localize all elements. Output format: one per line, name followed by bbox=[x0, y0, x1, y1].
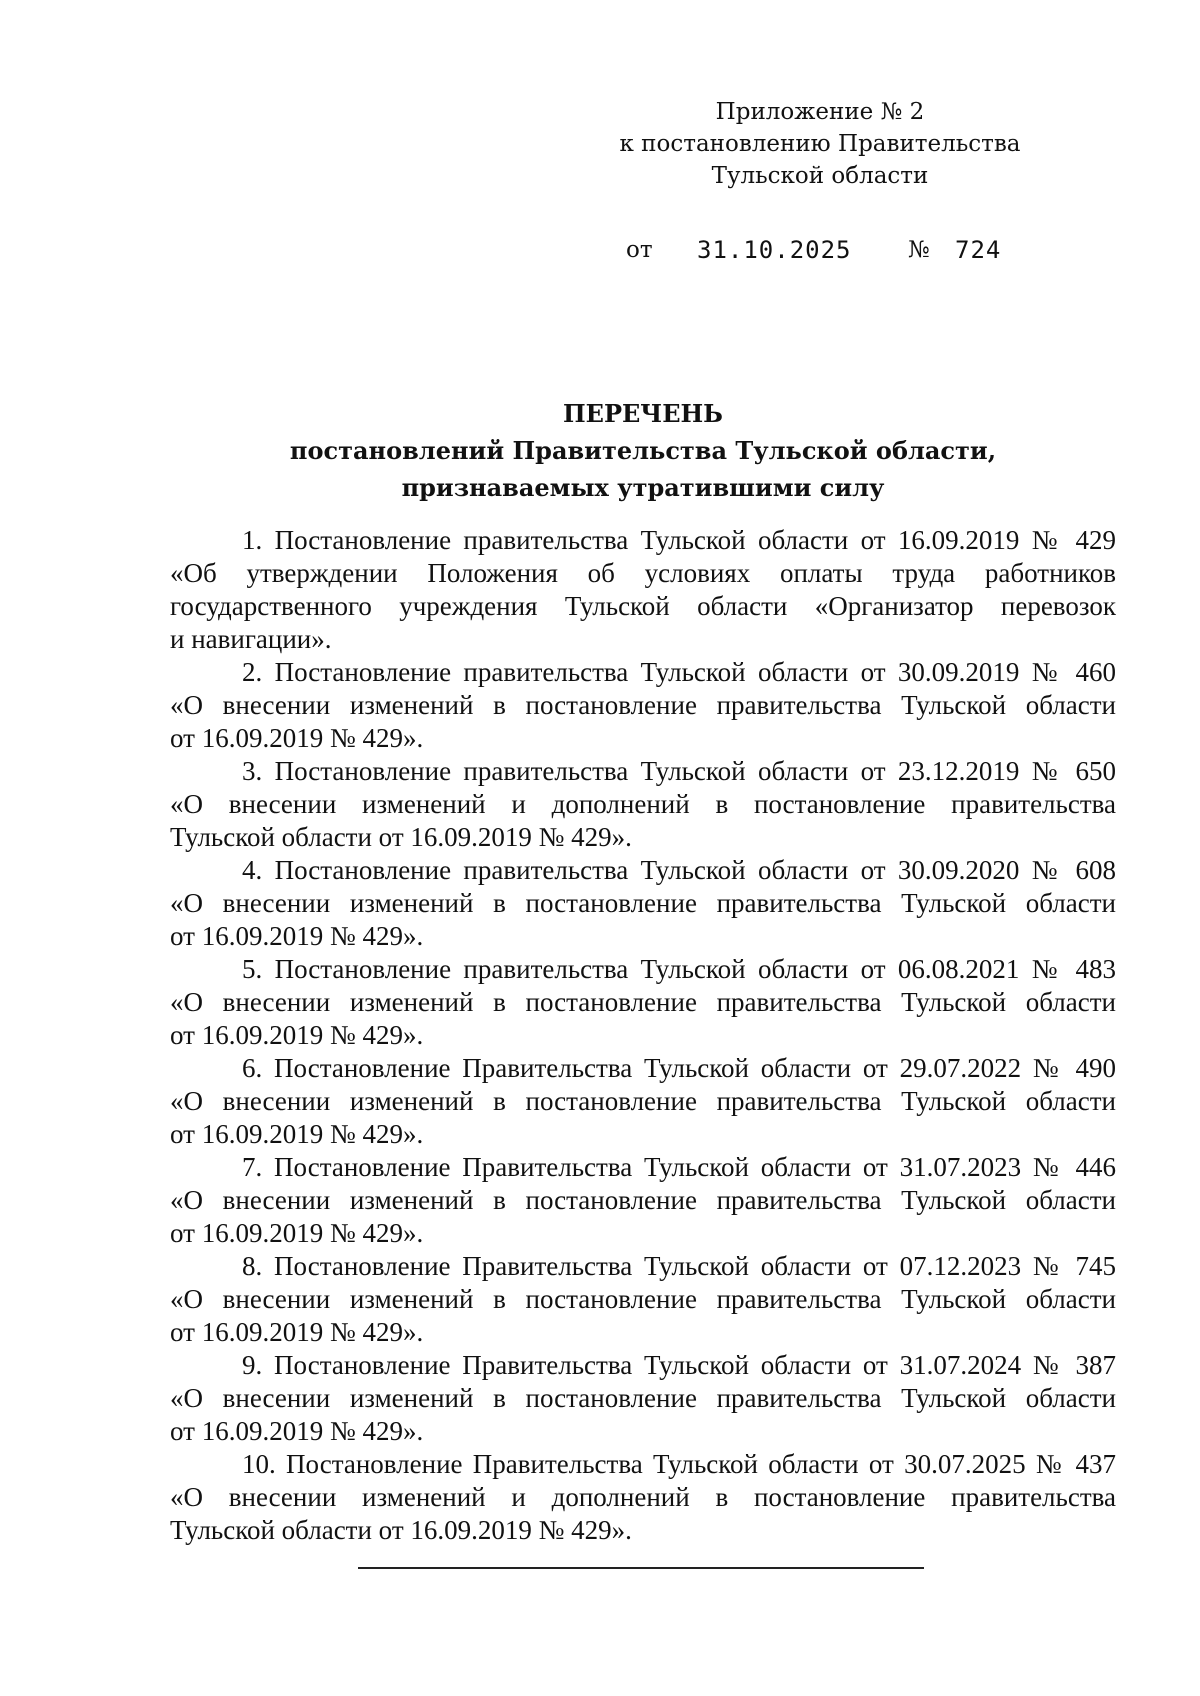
list-item-3-line-2: «О внесении изменений и дополнений в постановление правительства bbox=[170, 789, 1116, 819]
list-item-5-line-1: 5. Постановление правительства Тульской области от 06.08.2021 № 483 bbox=[242, 954, 1116, 984]
list-item-2-line-3: от 16.09.2019 № 429». bbox=[170, 723, 424, 753]
list-item-6-line-2: «О внесении изменений в постановление правительства Тульской области bbox=[170, 1086, 1116, 1116]
resolution-number-sign: № bbox=[908, 237, 930, 263]
resolution-date-prefix: от bbox=[626, 237, 653, 263]
list-item-1-line-4: и навигации». bbox=[170, 624, 332, 654]
list-item-7-line-2: «О внесении изменений в постановление правительства Тульской области bbox=[170, 1185, 1116, 1215]
list-item-9-line-1: 9. Постановление Правительства Тульской области от 31.07.2024 № 387 bbox=[242, 1350, 1116, 1380]
appendix-region: Тульской области bbox=[711, 163, 929, 189]
list-item-4 bbox=[170, 854, 1116, 953]
list-item-3-line-1: 3. Постановление правительства Тульской области от 23.12.2019 № 650 bbox=[242, 756, 1116, 786]
list-item-1-line-2: «Об утверждении Положения об условиях оплаты труда работников bbox=[170, 558, 1116, 588]
list-item-10-line-2: «О внесении изменений и дополнений в постановление правительства bbox=[170, 1482, 1116, 1512]
list-item-6-line-1: 6. Постановление Правительства Тульской области от 29.07.2022 № 490 bbox=[242, 1053, 1116, 1083]
list-item-8 bbox=[170, 1250, 1116, 1349]
list-item-1-line-3: государственного учреждения Тульской области «Организатор перевозок bbox=[170, 591, 1116, 621]
repealed-resolutions-list bbox=[170, 524, 1116, 1547]
list-item-4-line-1: 4. Постановление правительства Тульской области от 30.09.2020 № 608 bbox=[242, 855, 1116, 885]
list-item-8-line-2: «О внесении изменений в постановление правительства Тульской области bbox=[170, 1284, 1116, 1314]
list-item-1 bbox=[170, 524, 1116, 656]
list-item-9-line-3: от 16.09.2019 № 429». bbox=[170, 1416, 424, 1446]
list-item-5-line-3: от 16.09.2019 № 429». bbox=[170, 1020, 424, 1050]
list-item-9 bbox=[170, 1349, 1116, 1448]
list-item-3-line-3: Тульской области от 16.09.2019 № 429». bbox=[170, 822, 632, 852]
appendix-reference: к постановлению Правительства bbox=[619, 131, 1021, 157]
list-item-8-line-1: 8. Постановление Правительства Тульской области от 07.12.2023 № 745 bbox=[242, 1251, 1116, 1281]
document-title: ПЕРЕЧЕНЬ bbox=[563, 399, 723, 428]
list-item-6-line-3: от 16.09.2019 № 429». bbox=[170, 1119, 424, 1149]
list-item-3 bbox=[170, 755, 1116, 854]
list-item-10-line-3: Тульской области от 16.09.2019 № 429». bbox=[170, 1515, 632, 1545]
list-item-7-line-3: от 16.09.2019 № 429». bbox=[170, 1218, 424, 1248]
list-item-2-line-2: «О внесении изменений в постановление правительства Тульской области bbox=[170, 690, 1116, 720]
list-item-2 bbox=[170, 656, 1116, 755]
document-heading bbox=[170, 395, 1116, 506]
list-item-10 bbox=[170, 1448, 1116, 1547]
closing-rule bbox=[358, 1567, 924, 1569]
list-item-7-line-1: 7. Постановление Правительства Тульской области от 31.07.2023 № 446 bbox=[242, 1152, 1116, 1182]
list-item-1-line-1: 1. Постановление правительства Тульской области от 16.09.2019 № 429 bbox=[242, 525, 1116, 555]
resolution-number: 724 bbox=[955, 236, 1002, 264]
list-item-5-line-2: «О внесении изменений в постановление правительства Тульской области bbox=[170, 987, 1116, 1017]
resolution-date: 31.10.2025 bbox=[697, 236, 852, 264]
document-subtitle-line-2: признаваемых утратившими силу bbox=[401, 473, 885, 502]
list-item-10-line-1: 10. Постановление Правительства Тульской области от 30.07.2025 № 437 bbox=[242, 1449, 1116, 1479]
appendix-number: Приложение № 2 bbox=[715, 99, 925, 125]
list-item-8-line-3: от 16.09.2019 № 429». bbox=[170, 1317, 424, 1347]
list-item-6 bbox=[170, 1052, 1116, 1151]
list-item-9-line-2: «О внесении изменений в постановление правительства Тульской области bbox=[170, 1383, 1116, 1413]
document-subtitle-line-1: постановлений Правительства Тульской области, bbox=[289, 436, 997, 465]
list-item-5 bbox=[170, 953, 1116, 1052]
list-item-4-line-3: от 16.09.2019 № 429». bbox=[170, 921, 424, 951]
appendix-header bbox=[600, 96, 1040, 192]
list-item-7 bbox=[170, 1151, 1116, 1250]
list-item-4-line-2: «О внесении изменений в постановление правительства Тульской области bbox=[170, 888, 1116, 918]
list-item-2-line-1: 2. Постановление правительства Тульской области от 30.09.2019 № 460 bbox=[242, 657, 1116, 687]
